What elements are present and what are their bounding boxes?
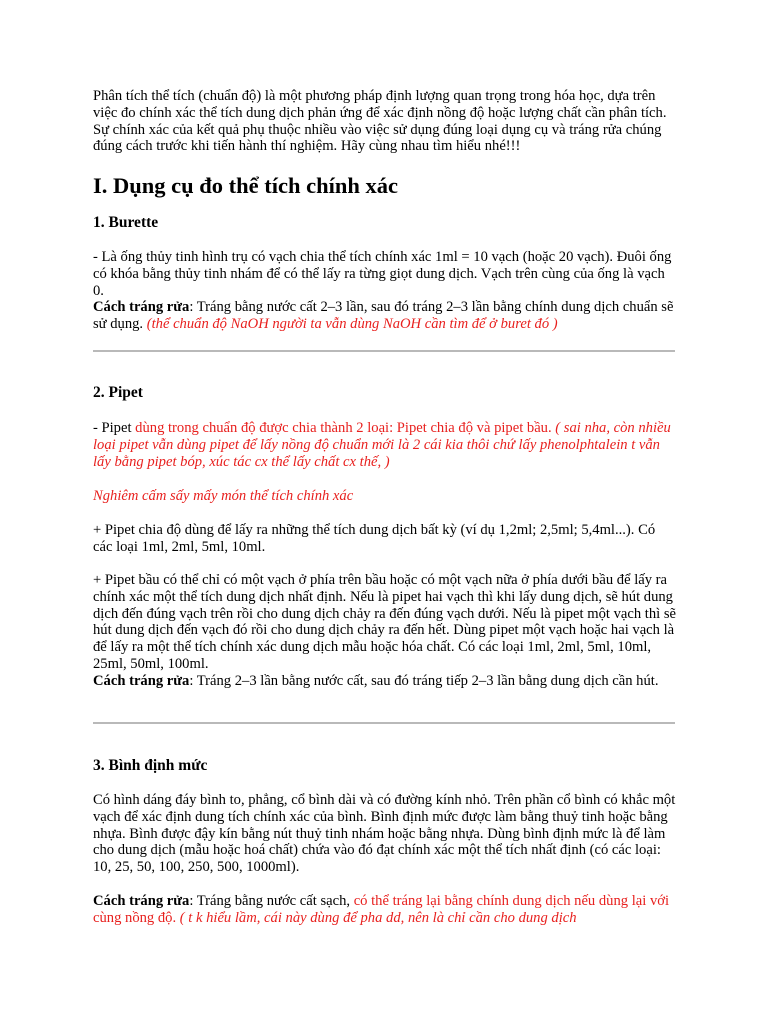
burette-description: - Là ống thủy tinh hình trụ có vạch chia thể tích chính xác 1ml = 10 vạch (hoặc 20 vạch). Đuôi ống có khóa bằng thủy tinh nhám để có thể lấy ra từng giọt dung dịch. Vạch trên cùng của ống là vạch 0.	[93, 249, 672, 299]
section-flask-title: 3. Bình định mức	[93, 757, 208, 774]
intro-paragraph: Phân tích thể tích (chuẩn độ) là một phương pháp định lượng quan trọng trong hóa học, dựa trên việc đo chính xác thể tích dung dịch phản ứng để xác định nồng độ hoặc lượng chất cần phân tích. Sự chính xác của kết quả phụ thuộc nhiều vào việc sử dụng đúng loại dụng cụ và tráng rửa chúng đúng cách trước khi tiến hành thí nghiệm. Hãy cùng nhau tìm hiểu nhé!!!	[93, 88, 667, 155]
burette-rinse	[93, 299, 677, 333]
flask-rinse	[93, 893, 677, 927]
section-divider-1	[93, 350, 677, 352]
flask-rinse-red: có thể tráng lại bằng chính dung dịch nếu dùng lại với cùng nồng độ.	[93, 893, 670, 926]
main-heading: I. Dụng cụ đo thể tích chính xác	[93, 173, 399, 198]
pipet-intro: - Pipet dùng trong chuẩn độ được chia thành 2 loại: Pipet chia độ và pipet bầu. ( sai nha, còn nhiều loại pipet vẫn dùng pipet để lấy nồng độ chuẩn mới là 2 cái kia thôi chứ lấy phenolphtalein t vẫn lấy bằng pipet bóp, xúc tác cx thể lấy chất cx thế, )	[93, 420, 671, 470]
main-heading-block	[93, 173, 677, 199]
section-divider-2	[93, 722, 677, 724]
pipet-warning: Nghiêm cấm sấy mấy món thể tích chính xác	[93, 488, 354, 504]
section-flask-title-block	[93, 757, 677, 775]
pipet-intro-red: dùng trong chuẩn độ được chia thành 2 loại: Pipet chia độ và pipet bầu.	[135, 420, 552, 436]
pipet-rinse-label: Cách tráng rửa	[93, 672, 190, 689]
section-burette-body	[93, 249, 677, 333]
burette-rinse-note: (thể chuẩn độ NaOH người ta vẫn dùng NaOH cần tìm để ở buret đó )	[146, 316, 558, 333]
pipet-graduated: + Pipet chia độ dùng để lấy ra những thể tích dung dịch bất kỳ (ví dụ 1,2ml; 2,5ml; 5,4ml...). Có các loại 1ml, 2ml, 5ml, 10ml.	[93, 522, 656, 555]
flask-rinse-note: ( t k hiểu lầm, cái này dùng để pha dd, nên là chỉ cần cho dung dịch	[176, 909, 577, 926]
pipet-rinse	[93, 673, 677, 690]
burette-rinse-label: Cách tráng rửa	[93, 299, 190, 316]
section-burette-title: 1. Burette	[93, 214, 159, 231]
section-burette-title-block	[93, 214, 677, 232]
burette-rinse-text: : Tráng bằng nước cất 2–3 lần, sau đó tráng 2–3 lần bằng chính dung dịch chuẩn sẽ sử dụng.	[93, 299, 674, 333]
pipet-intro-note: ( sai nha, còn nhiều loại pipet vẫn dùng pipet để lấy nồng độ chuẩn mới là 2 cái kia thôi chứ lấy phenolphtalein t vẫn lấy bằng pipet bóp, xúc tác cx thể lấy chất cx thế, )	[93, 420, 671, 470]
flask-rinse-label: Cách tráng rửa	[93, 893, 190, 909]
section-pipet-title-block	[93, 384, 677, 402]
flask-rinse-text: : Tráng bằng nước cất sạch,	[189, 893, 354, 909]
section-pipet-title: 2. Pipet	[93, 384, 143, 401]
pipet-volumetric: + Pipet bầu có thể chỉ có một vạch ở phía trên bầu hoặc có một vạch nữa ở phía dưới bầu để lấy ra chính xác một thể tích dung dịch nhất định. Nếu là pipet hai vạch thì khi lấy dung dịch, sẽ hút dung dịch đến đúng vạch trên rồi cho dung dịch chảy ra đến đúng vạch dưới. Nếu là pipet một vạch thì sẽ hút dung dịch đến vạch đó rồi cho dung dịch chảy ra đến hết. Dùng pipet một vạch hoặc hai vạch là để lấy ra một thể tích chính xác dung dịch mẫu hoặc hóa chất. Có các loại 1ml, 2ml, 5ml, 10ml, 25ml, 50ml, 100ml. Cách tráng rửa: Tráng 2–3 lần bằng nước cất, sau đó tráng tiếp 2–3 lần bằng dung dịch cần hút.	[93, 572, 676, 689]
flask-description: Có hình dáng đáy bình to, phẳng, cổ bình dài và có đường kính nhỏ. Trên phần cổ bình có khắc một vạch để xác định dung tích chính xác của bình. Bình định mức được làm bằng thuỷ tinh hoặc bằng nhựa. Bình được đậy kín bằng nút thuỷ tinh nhám hoặc bằng nhựa. Dùng bình định mức là để làm cho dung dịch (mẫu hoặc hoá chất) chứa vào đó đạt chính xác một thể tích nhất định (có các loại: 10, 25, 50, 100, 250, 500, 1000ml).	[93, 792, 676, 876]
pipet-rinse-text: : Tráng 2–3 lần bằng nước cất, sau đó tráng tiếp 2–3 lần bằng dung dịch cần hút.	[189, 672, 659, 689]
